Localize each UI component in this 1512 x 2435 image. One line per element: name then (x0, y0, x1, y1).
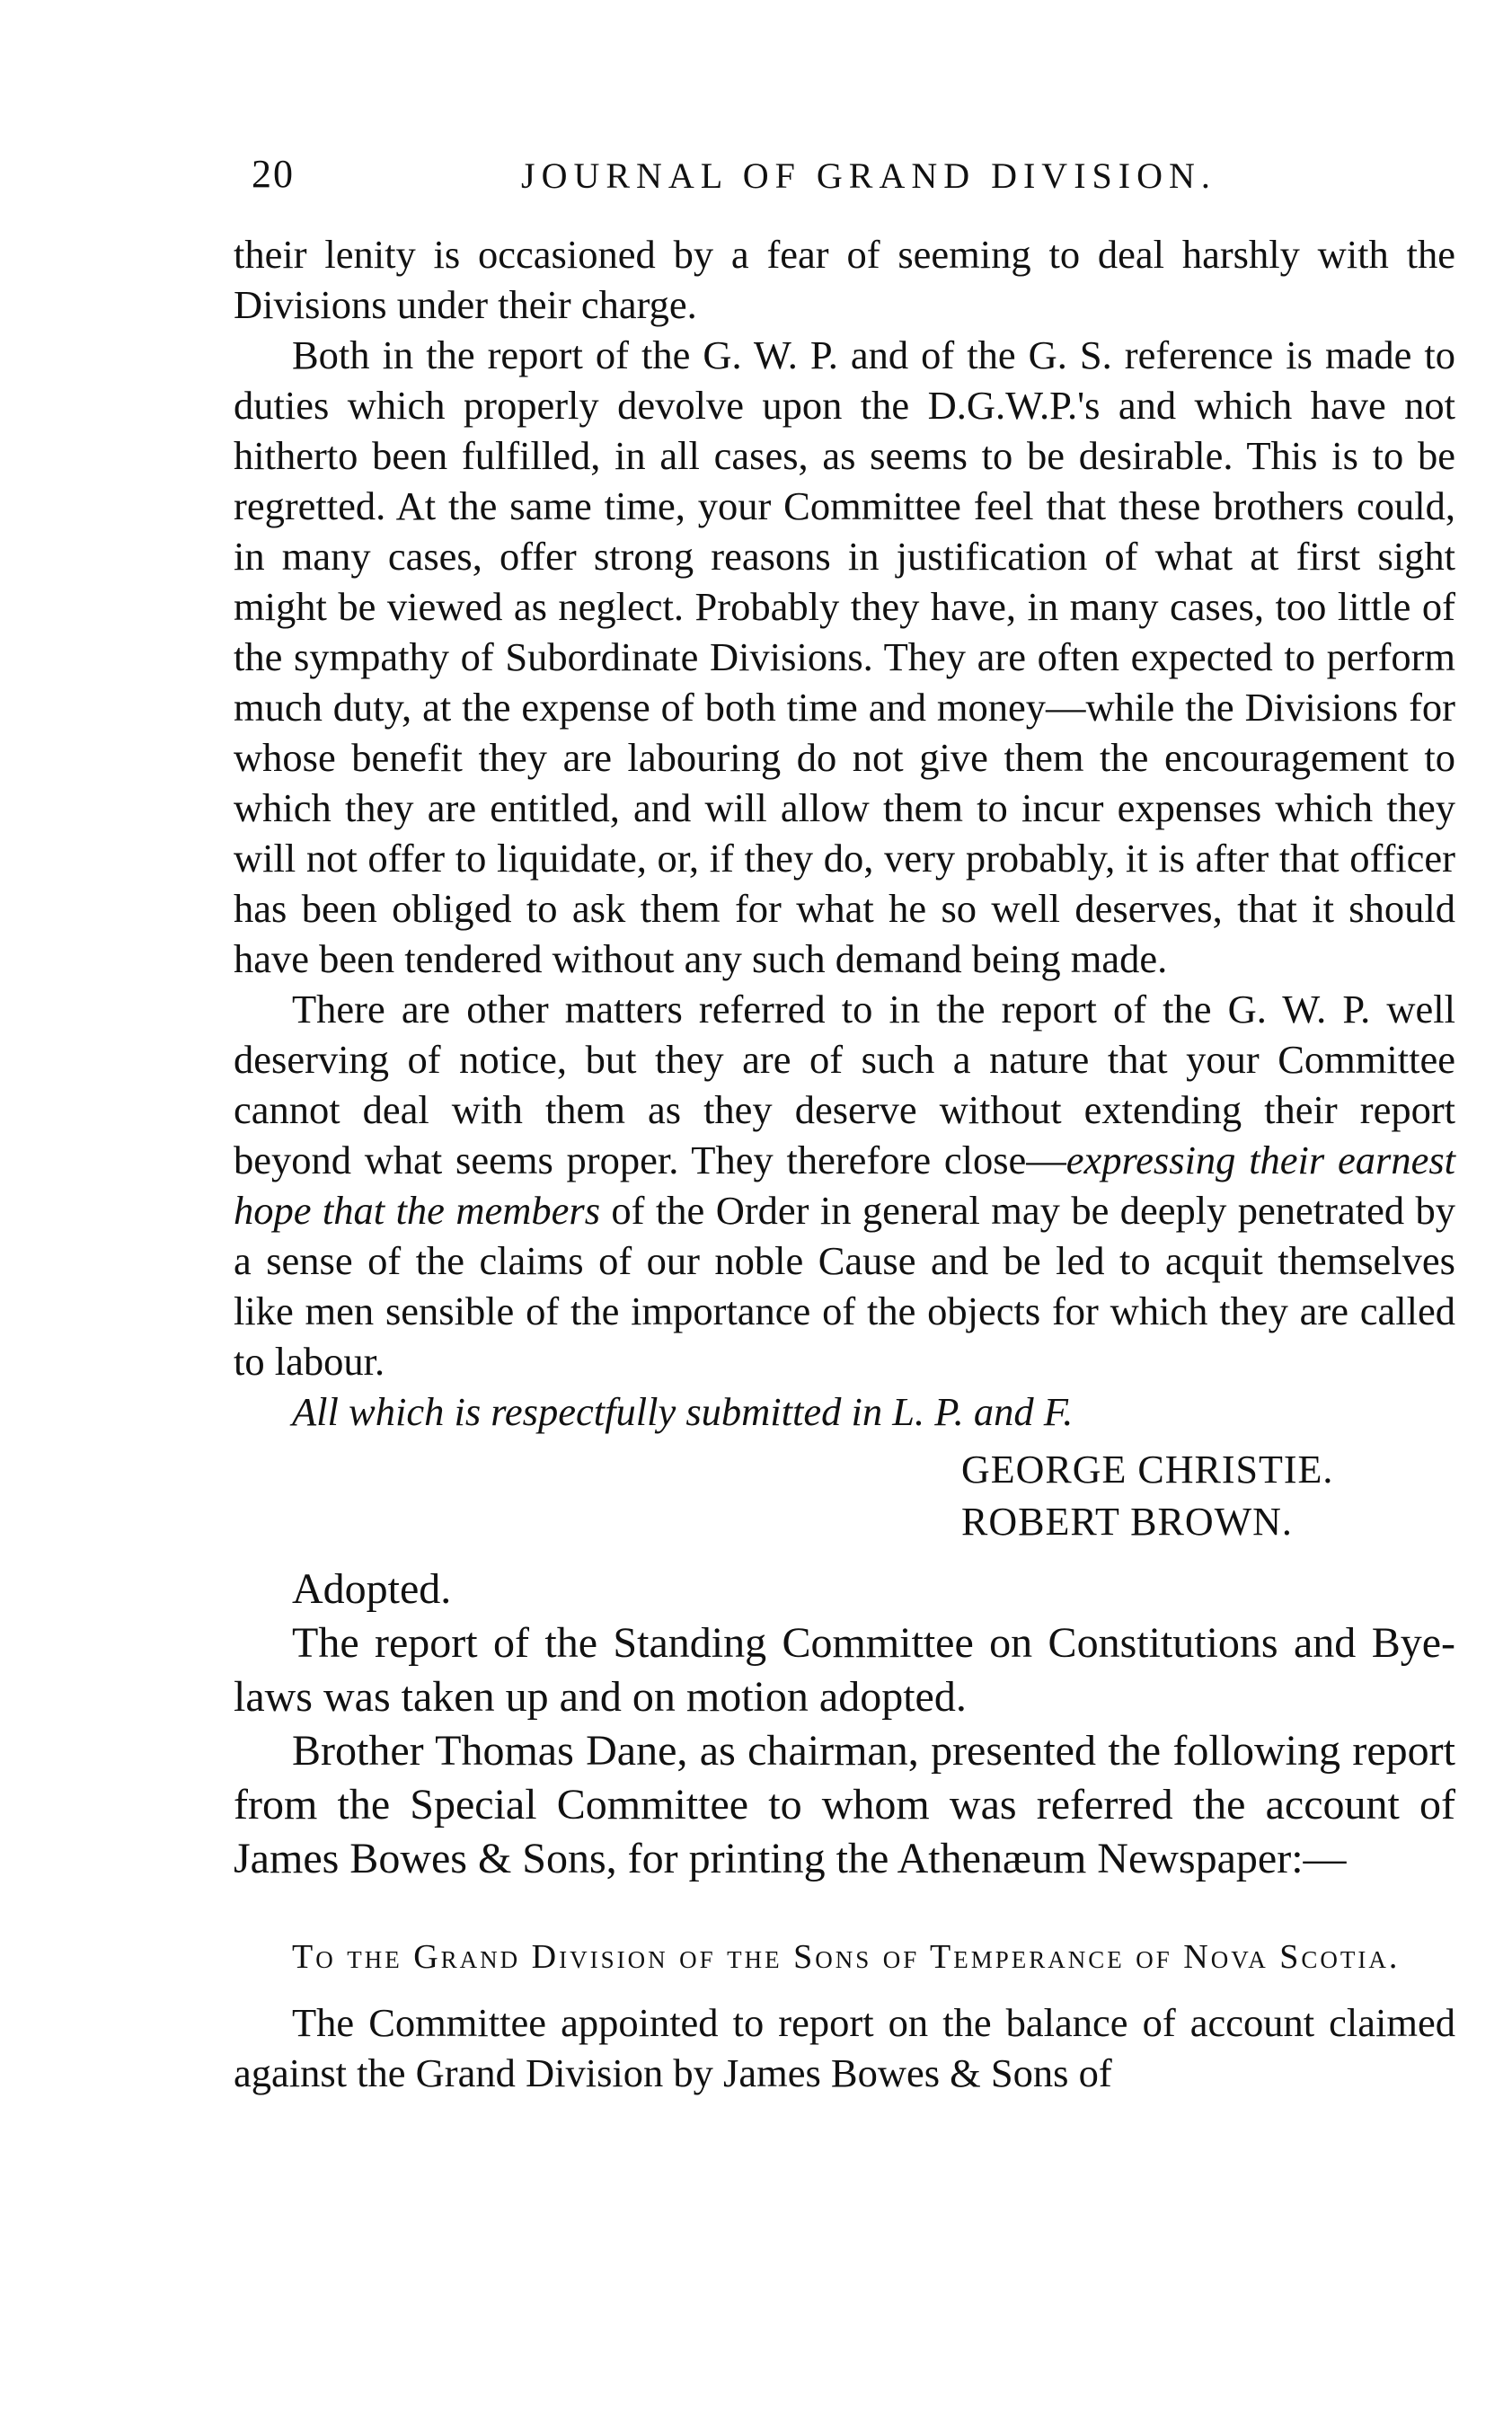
paragraph-continuation: their lenity is occasioned by a fear of seeming to deal harshly with the Divisions under their charge. (234, 232, 1455, 327)
paragraph-special-committee: Brother Thomas Dane, as chairman, presented the following report from the Special Committee to whom was referred the account of James Bowes & Sons, for printing the Athenæum Newspaper:— (234, 1727, 1455, 1882)
page-header (252, 151, 1442, 205)
report-address: To the Grand Division of the Sons of Temperance of Nova Scotia. (292, 1938, 1401, 1976)
signer-name: ROBERT BROWN. (961, 1500, 1293, 1544)
paragraph-dgwp-duties: Both in the report of the G. W. P. and of the G. S. reference is made to duties which properly devolve upon the D.G.W.P.'s and which have not hitherto been fulfilled, in all cases, as seems to be desirable. This is to be regretted. At the same time, your Committee feel that these brothers could, in many cases, offer strong reasons in justification of what at first sight might be viewed as neglect. Probably they have, in many cases, too little of the sympathy of Subordinate Divisions. They are often expected to perform much duty, at the expense of both time and money—while the Divisions for whose benefit they are labouring do not give them the encouragement to which they are entitled, and will allow them to incur expenses which they will not offer to liquidate, or, if they do, very probably, it is after that officer has been obliged to ask them for what he so well deserves, that it should have been tendered without any such demand being made. (234, 332, 1455, 981)
page-number: 20 (252, 152, 295, 196)
paragraph-other-matters-start: There are other matters referred to in the report of the G. W. P. well deserving of notice, but they are of such a nature that your Committee cannot deal with them as they deserve without extending their report beyond what seems proper. They therefore close— (234, 987, 1455, 1182)
paragraph-other-matters-italic: expressing their earnest hope that the members (234, 1138, 1456, 1233)
paragraph-submitted: All which is respectfully submitted in L. P. and F. (292, 1389, 1074, 1434)
running-head: JOURNAL OF GRAND DIVISION. (521, 155, 1216, 196)
signatories (234, 1444, 1455, 1548)
adopted-line: Adopted. (292, 1565, 452, 1613)
paragraph-committee-report: The Committee appointed to report on the balance of account claimed against the Grand Division by James Bowes & Sons of (234, 2000, 1455, 2095)
signer-name: GEORGE CHRISTIE. (961, 1448, 1334, 1492)
body-text (234, 229, 1455, 2098)
paragraph-standing-committee: The report of the Standing Committee on Constitutions and Bye-laws was taken up and on motion adopted. (234, 1619, 1455, 1721)
paragraph-other-matters-end: of the Order in general may be deeply penetrated by a sense of the claims of our noble Cause and be led to acquit themselves like men sensible of the importance of the objects for which they are called to labour. (234, 1188, 1455, 1384)
paragraph-other-matters (234, 984, 1455, 1386)
